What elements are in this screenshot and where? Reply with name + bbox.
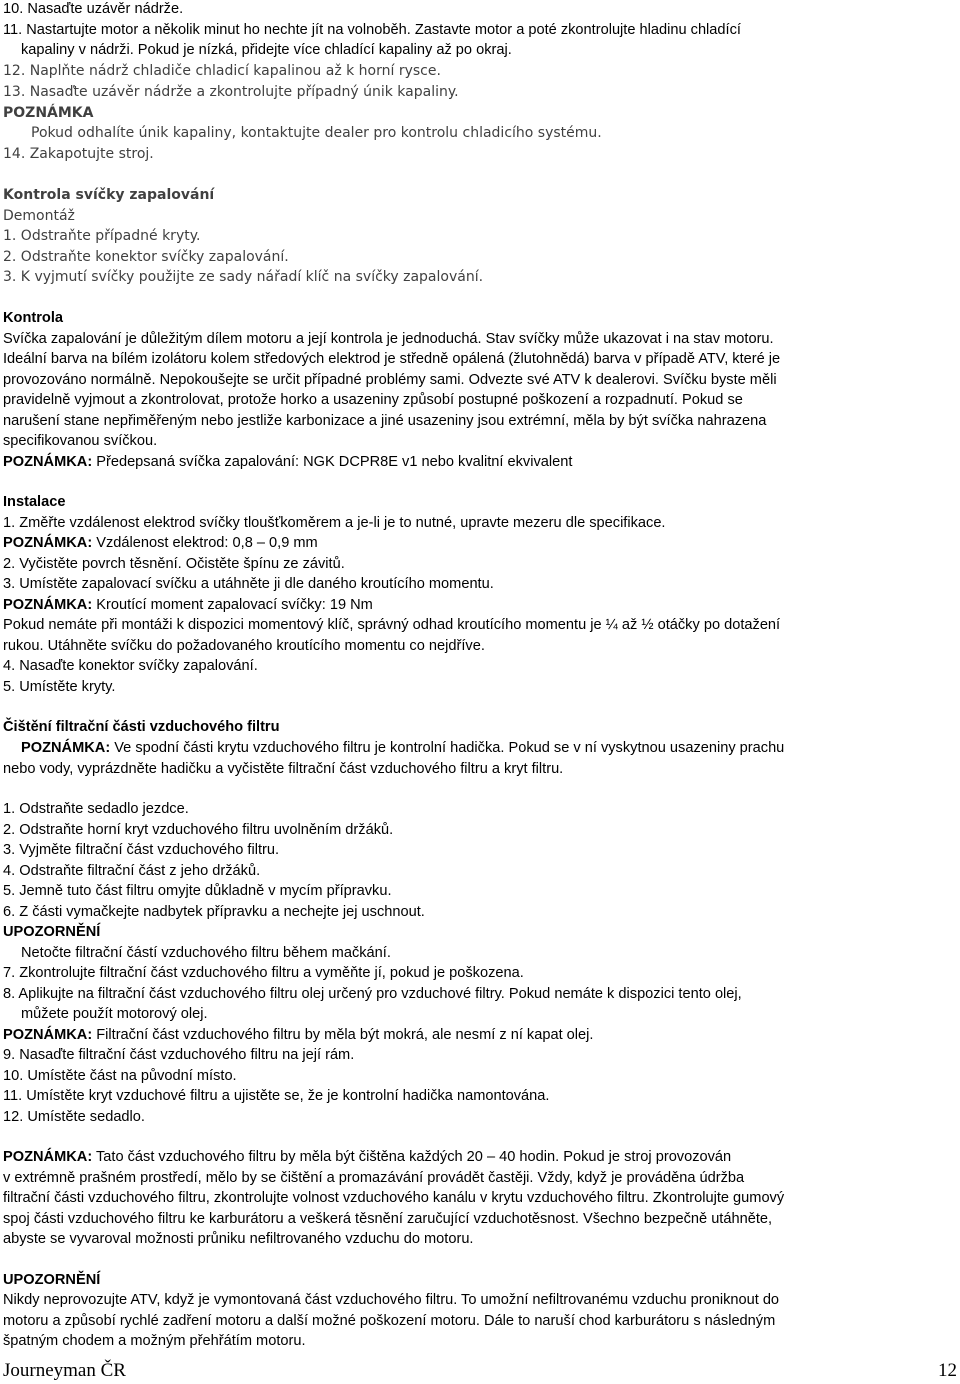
- text-line: [3, 1046, 354, 1064]
- text-segment: 10. Umístěte část na původní místo.: [3, 1068, 237, 1084]
- text-segment: 14. Zakapotujte stroj.: [3, 146, 154, 162]
- text-line: [3, 760, 563, 778]
- text-line: [3, 596, 373, 614]
- text-line: [3, 145, 154, 163]
- text-line: [3, 1148, 731, 1166]
- text-line: [3, 432, 157, 450]
- text-line: [21, 1005, 208, 1023]
- note-label: POZNÁMKA:: [21, 740, 111, 756]
- footer-title: Journeyman ČR: [3, 1360, 126, 1381]
- text-segment: nebo vody, vyprázdněte hadičku a vyčistěte filtrační část vzduchového filtru a kryt filtru.: [3, 761, 564, 777]
- text-line: [3, 800, 189, 818]
- text-line: [3, 0, 183, 18]
- text-segment: Demontáž: [3, 208, 75, 224]
- text-line: [3, 678, 115, 696]
- text-line: [3, 309, 63, 327]
- text-segment: 11. Nastartujte motor a několik minut ho nechte jít na volnoběh. Zastavte motor a poté zkontrolujte hladinu chladící: [3, 22, 741, 38]
- text-segment: 9. Nasaďte filtrační část vzduchového filtru na její rám.: [3, 1047, 355, 1063]
- text-segment: Filtrační část vzduchového filtru by měla být mokrá, ale nesmí z ní kapat olej.: [92, 1027, 594, 1043]
- text-segment: Vzdálenost elektrod: 0,8 – 0,9 mm: [92, 535, 318, 551]
- text-line: [3, 21, 741, 39]
- text-line: [3, 882, 392, 900]
- text-line: [3, 83, 459, 101]
- text-line: [3, 412, 766, 430]
- text-segment: v extrémně prašném prostředí, mělo by se čištění a promazávání provádět častěji. Vždy, když je prováděna údržba: [3, 1170, 745, 1186]
- text-line: [3, 903, 425, 921]
- text-line: [3, 841, 279, 859]
- text-segment: 4. Odstraňte filtrační část z jeho držáků.: [3, 863, 261, 879]
- note-label: POZNÁMKA:: [3, 1149, 93, 1165]
- note-label: POZNÁMKA:: [3, 454, 93, 470]
- text-line: [3, 534, 318, 552]
- note-label: POZNÁMKA:: [3, 597, 93, 613]
- text-line: [3, 1108, 145, 1126]
- text-segment: Ve spodní části krytu vzduchového filtru je kontrolní hadička. Pokud se v ní vyskytnou usazeniny prachu: [110, 740, 785, 756]
- text-segment: narušení stane nepřiměřeným nebo jestliže karbonizace a jiné usazeniny jsou extrémní, měla by být svíčka nahrazena: [3, 413, 767, 429]
- text-line: [3, 391, 743, 409]
- text-segment: abyste se vyvaroval možnosti průniku nefiltrovaného vzduchu do motoru.: [3, 1231, 474, 1247]
- text-line: [3, 1312, 775, 1330]
- text-line: [3, 1067, 237, 1085]
- note-label: POZNÁMKA:: [3, 535, 93, 551]
- text-segment: Svíčka zapalování je důležitým dílem motoru a její kontrola je jednoduchá. Stav svíčky může ukazovat i na stav motoru.: [3, 331, 774, 347]
- text-line: [3, 964, 524, 982]
- text-segment: 1. Změřte vzdálenost elektrod svíčky tloušťkoměrem a je-li je to nutné, upravte mezeru dle specifikace.: [3, 515, 666, 531]
- text-line: [21, 944, 391, 962]
- text-segment: Kontrola svíčky zapalování: [3, 187, 215, 203]
- text-line: [3, 1189, 784, 1207]
- text-segment: 5. Umístěte kryty.: [3, 679, 116, 695]
- text-segment: 2. Odstraňte konektor svíčky zapalování.: [3, 249, 289, 265]
- text-line: [3, 1332, 306, 1350]
- text-segment: rukou. Utáhněte svíčku do požadovaného kroutícího momentu co nejdříve.: [3, 638, 485, 654]
- text-segment: POZNÁMKA: [3, 105, 94, 121]
- text-segment: 5. Jemně tuto část filtru omyjte důkladně v mycím přípravku.: [3, 883, 392, 899]
- text-line: [3, 350, 780, 368]
- text-line: [3, 985, 742, 1003]
- text-segment: 3. Umístěte zapalovací svíčku a utáhněte ji dle daného kroutícího momentu.: [3, 576, 494, 592]
- text-line: [3, 1271, 100, 1289]
- page-number: 12: [938, 1360, 957, 1381]
- text-line: [3, 227, 200, 245]
- text-segment: Tato část vzduchového filtru by měla být čištěna každých 20 – 40 hodin. Pokud je stroj provozován: [92, 1149, 732, 1165]
- text-segment: UPOZORNĚNÍ: [3, 1272, 101, 1288]
- text-line: [3, 1291, 779, 1309]
- text-line: [3, 1026, 593, 1044]
- text-line: [3, 637, 485, 655]
- text-segment: 13. Nasaďte uzávěr nádrže a zkontrolujte případný únik kapaliny.: [3, 84, 459, 100]
- text-segment: motoru a způsobí rychlé zadření motoru a další možné poškození motoru. Dále to naruší chod karburátoru s následným: [3, 1313, 776, 1329]
- text-line: [3, 1210, 772, 1228]
- text-segment: Kontrola: [3, 310, 63, 326]
- text-segment: provozováno normálně. Nepokoušejte se určit případné problémy sami. Odvezte své ATV k dealerovi. Svíčku byste měli: [3, 372, 777, 388]
- text-segment: 4. Nasaďte konektor svíčky zapalování.: [3, 658, 258, 674]
- text-segment: 7. Zkontrolujte filtrační část vzduchového filtru a vyměňte jí, pokud je poškozena.: [3, 965, 524, 981]
- text-line: [3, 821, 393, 839]
- text-line: [3, 616, 780, 634]
- text-segment: 3. Vyjměte filtrační část vzduchového filtru.: [3, 842, 280, 858]
- text-segment: filtrační části vzduchového filtru, zkontrolujte volnost vzduchového kanálu v krytu vzduchového filtru. Zkontrolujte gumový: [3, 1190, 785, 1206]
- text-segment: pravidelně vyjmout a zkontrolovat, protože horko a usazeniny způsobí postupné poškození a rozpadnutí. Pokud se: [3, 392, 743, 408]
- text-segment: Předepsaná svíčka zapalování: NGK DCPR8E v1 nebo kvalitní ekvivalent: [92, 454, 573, 470]
- text-segment: můžete použít motorový olej.: [21, 1006, 208, 1022]
- text-line: [3, 862, 260, 880]
- text-line: [3, 104, 93, 122]
- text-line: [3, 62, 441, 80]
- text-segment: 12. Umístěte sedadlo.: [3, 1109, 145, 1125]
- text-segment: 2. Vyčistěte povrch těsnění. Očistěte špínu ze závitů.: [3, 556, 345, 572]
- text-line: [31, 124, 602, 142]
- text-segment: 3. K vyjmutí svíčky použijte ze sady nářadí klíč na svíčky zapalování.: [3, 269, 484, 285]
- text-line: [3, 718, 280, 736]
- text-segment: 6. Z části vymačkejte nadbytek přípravku a nechejte jej uschnout.: [3, 904, 425, 920]
- text-segment: Kroutící moment zapalovací svíčky: 19 Nm: [92, 597, 373, 613]
- text-line: [3, 371, 777, 389]
- note-label: POZNÁMKA:: [3, 1027, 93, 1043]
- text-segment: kapaliny v nádrži. Pokud je nízká, přidejte více chladící kapaliny až po okraj.: [21, 42, 512, 58]
- text-line: [3, 1169, 744, 1187]
- text-segment: špatným chodem a možným přehřátím motoru.: [3, 1333, 306, 1349]
- text-line: [3, 453, 572, 471]
- text-segment: 12. Naplňte nádrž chladiče chladicí kapalinou až k horní rysce.: [3, 63, 441, 79]
- text-segment: UPOZORNĚNÍ: [3, 924, 101, 940]
- text-segment: spoj části vzduchového filtru ke karburátoru a veškerá těsnění zaručující vzduchotěsnost. Všechno bezpečně utáhněte,: [3, 1211, 773, 1227]
- text-line: [3, 186, 214, 204]
- text-line: [21, 739, 784, 757]
- text-line: [3, 268, 483, 286]
- text-line: [3, 493, 65, 511]
- text-line: [3, 1087, 549, 1105]
- text-segment: 10. Nasaďte uzávěr nádrže.: [3, 1, 184, 17]
- text-segment: 1. Odstraňte sedadlo jezdce.: [3, 801, 189, 817]
- text-segment: specifikovanou svíčkou.: [3, 433, 158, 449]
- text-segment: 1. Odstraňte případné kryty.: [3, 228, 201, 244]
- text-segment: Ideální barva na bílém izolátoru kolem středových elektrod je středně opálená (žlutohnědá) barva v případě ATV, které je: [3, 351, 781, 367]
- text-segment: 8. Aplikujte na filtrační část vzduchového filtru olej určený pro vzduchové filtry. Pokud nemáte k dispozici tento olej,: [3, 986, 742, 1002]
- text-line: [3, 514, 665, 532]
- text-segment: Nikdy neprovozujte ATV, když je vymontovaná část vzduchového filtru. To umožní nefiltrovanému vzduchu proniknout do: [3, 1292, 780, 1308]
- text-segment: Čištění filtrační části vzduchového filtru: [3, 719, 280, 735]
- text-line: [3, 657, 258, 675]
- text-segment: 11. Umístěte kryt vzduchové filtru a ujistěte se, že je kontrolní hadička namontována.: [3, 1088, 550, 1104]
- text-line: [3, 575, 494, 593]
- text-segment: Instalace: [3, 494, 66, 510]
- text-segment: Pokud odhalíte únik kapaliny, kontaktujte dealer pro kontrolu chladicího systému.: [31, 125, 602, 141]
- text-line: [3, 330, 774, 348]
- text-line: [3, 207, 75, 225]
- text-segment: Netočte filtrační částí vzduchového filtru během mačkání.: [21, 945, 391, 961]
- text-line: [3, 248, 289, 266]
- text-line: [3, 1230, 474, 1248]
- text-segment: 2. Odstraňte horní kryt vzduchového filtru uvolněním držáků.: [3, 822, 394, 838]
- text-line: [3, 555, 345, 573]
- text-line: [3, 923, 100, 941]
- text-line: [21, 41, 512, 59]
- text-segment: Pokud nemáte při montáži k dispozici momentový klíč, správný odhad kroutícího momentu je ¼ až ½ otáčky po dotažení: [3, 617, 781, 633]
